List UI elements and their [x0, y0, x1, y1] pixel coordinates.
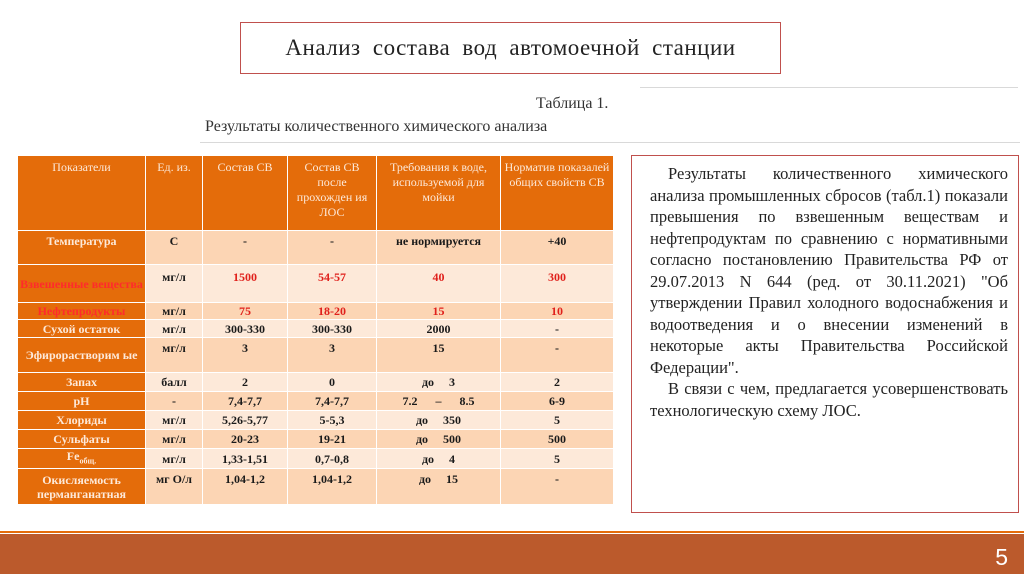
table-row — [18, 373, 614, 392]
table-cell: 15 — [377, 303, 501, 320]
table-cell: мг О/л — [146, 469, 203, 505]
table-cell: мг/л — [146, 430, 203, 449]
column-header: Ед. из. — [146, 156, 203, 231]
table-cell: 1,04-1,2 — [288, 469, 377, 505]
row-label: Запах — [18, 373, 146, 392]
table-row — [18, 265, 614, 303]
table-cell: до 500 — [377, 430, 501, 449]
table-cell: 10 — [501, 303, 614, 320]
table-cell: 2 — [501, 373, 614, 392]
table-row — [18, 303, 614, 320]
table-cell: 5,26-5,77 — [203, 411, 288, 430]
table-cell: 19-21 — [288, 430, 377, 449]
table-cell: 0,7-0,8 — [288, 449, 377, 469]
table-cell: 500 — [501, 430, 614, 449]
table-cell: 3 — [203, 338, 288, 373]
table-row — [18, 469, 614, 505]
row-label: Сульфаты — [18, 430, 146, 449]
table-row — [18, 430, 614, 449]
table-cell: 0 — [288, 373, 377, 392]
table-cell: 7.2 – 8.5 — [377, 392, 501, 411]
table-cell: до 3 — [377, 373, 501, 392]
row-label: Температура — [18, 231, 146, 265]
table-cell: 5 — [501, 449, 614, 469]
table-row — [18, 231, 614, 265]
table-cell: 2000 — [377, 320, 501, 338]
conclusion-text-box — [631, 155, 1019, 513]
table-cell: 5-5,3 — [288, 411, 377, 430]
table-row — [18, 392, 614, 411]
table-cell: 1,04-1,2 — [203, 469, 288, 505]
fe-label: Fe — [66, 449, 80, 463]
table-cell: 300 — [501, 265, 614, 303]
table-cell: 300-330 — [203, 320, 288, 338]
table-cell: мг/л — [146, 411, 203, 430]
footer-accent-line — [0, 531, 1024, 533]
table-cell: 3 — [288, 338, 377, 373]
table-cell: мг/л — [146, 338, 203, 373]
table-cell: - — [501, 338, 614, 373]
row-label — [18, 449, 146, 469]
table-cell: 54-57 — [288, 265, 377, 303]
row-label: Хлориды — [18, 411, 146, 430]
table-cell: балл — [146, 373, 203, 392]
table-cell: 40 — [377, 265, 501, 303]
table-cell: не нормируется — [377, 231, 501, 265]
table-cell: 7,4-7,7 — [288, 392, 377, 411]
table-row — [18, 411, 614, 430]
slide-title: Анализ состава вод автомоечной станции — [240, 22, 781, 74]
table-cell: мг/л — [146, 320, 203, 338]
table-cell: мг/л — [146, 265, 203, 303]
row-label: Сухой остаток — [18, 320, 146, 338]
table-row — [18, 449, 614, 469]
table-cell: - — [501, 320, 614, 338]
column-header: Состав СВ — [203, 156, 288, 231]
row-label: pH — [18, 392, 146, 411]
table-cell: - — [288, 231, 377, 265]
analysis-table — [17, 155, 614, 505]
table-cell: +40 — [501, 231, 614, 265]
table-cell: С — [146, 231, 203, 265]
conclusion-paragraph: Результаты количественного химического анализа промышленных сбросов (табл.1) показали превышения по взвешенным веществам и нефтепродуктам по сравнению с нормативными согласно постановлению Правительства РФ от 29.07.2013 N 644 (ред. от 30.11.2021) "Об утверждении Правил холодного водоснабжения и водоотведения и о внесении изменений в некоторые акты Правительства Российской Федерации". — [650, 164, 1008, 377]
row-label: Окисляемость перманганатная — [18, 469, 146, 505]
column-header: Показатели — [18, 156, 146, 231]
divider — [200, 142, 1020, 143]
table-row — [18, 338, 614, 373]
column-header: Состав СВ после прохожден ия ЛОС — [288, 156, 377, 231]
divider — [640, 87, 1018, 88]
table-cell: 7,4-7,7 — [203, 392, 288, 411]
table-cell: 5 — [501, 411, 614, 430]
table-cell: 18-20 — [288, 303, 377, 320]
table-cell: 1500 — [203, 265, 288, 303]
table-cell: 15 — [377, 338, 501, 373]
table-cell: 6-9 — [501, 392, 614, 411]
fe-subscript: общ. — [79, 456, 97, 466]
table-cell: - — [203, 231, 288, 265]
table-cell: 1,33-1,51 — [203, 449, 288, 469]
conclusion-paragraph: В связи с чем, предлагается усовершенствовать технологическую схему ЛОС. — [650, 379, 1008, 420]
table-cell: - — [146, 392, 203, 411]
table-cell: мг/л — [146, 303, 203, 320]
table-header-row — [18, 156, 614, 231]
table-cell: 20-23 — [203, 430, 288, 449]
table-caption-number: Таблица 1. — [536, 95, 609, 112]
table-cell: до 350 — [377, 411, 501, 430]
table-cell: 2 — [203, 373, 288, 392]
column-header: Требования к воде, используемой для мойки — [377, 156, 501, 231]
table-cell: мг/л — [146, 449, 203, 469]
table-cell: 75 — [203, 303, 288, 320]
row-label: Взвешенные вещества — [18, 265, 146, 303]
row-label: Нефтепродукты — [18, 303, 146, 320]
table-row — [18, 320, 614, 338]
table-cell: - — [501, 469, 614, 505]
column-header: Норматив показалей общих свойств СВ — [501, 156, 614, 231]
table-cell: до 15 — [377, 469, 501, 505]
table-cell: 300-330 — [288, 320, 377, 338]
footer-bar — [0, 534, 1024, 574]
page-number: 5 — [995, 544, 1008, 570]
row-label: Эфирорастворим ые — [18, 338, 146, 373]
table-cell: до 4 — [377, 449, 501, 469]
table-caption-title: Результаты количественного химического анализа — [205, 118, 548, 135]
